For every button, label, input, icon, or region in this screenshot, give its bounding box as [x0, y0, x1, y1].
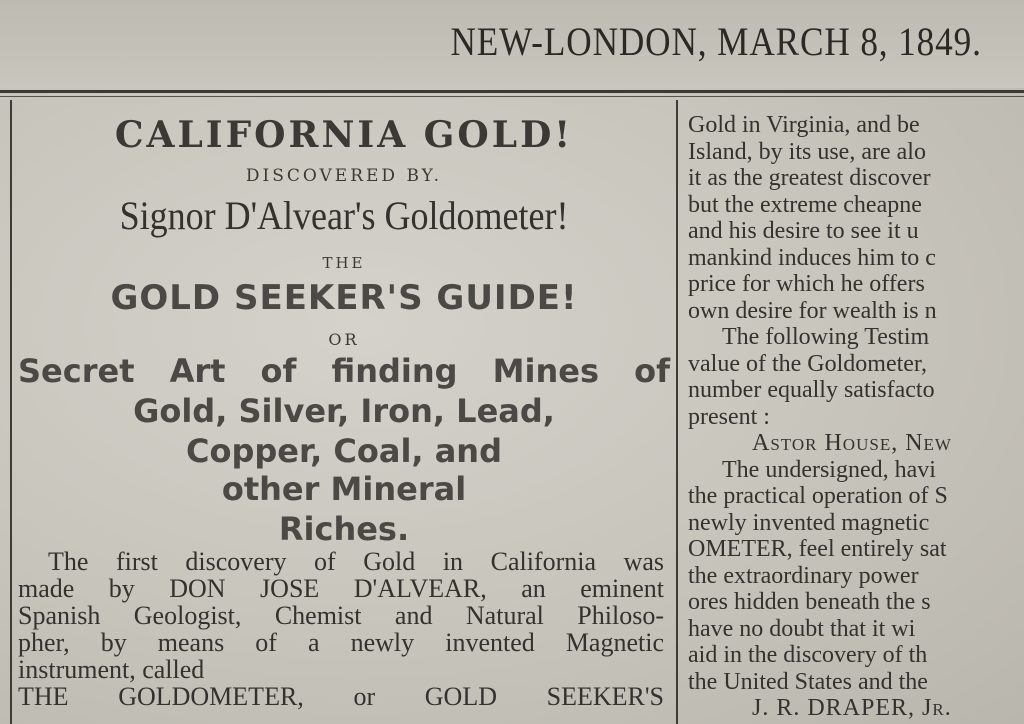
dateline: NEW-LONDON, MARCH 8, 1849.: [450, 19, 982, 64]
right-column-line: and his desire to see it u: [688, 218, 919, 244]
right-column-line: value of the Goldometer,: [688, 350, 927, 377]
ad-secret-line: Copper, Coal, and: [186, 432, 502, 470]
right-column-line: Gold in Virginia, and be: [688, 112, 920, 138]
right-column-line: The following Testim: [722, 324, 930, 350]
right-column-line: newly invented magnetic: [688, 509, 930, 536]
ad-the: THE: [322, 254, 366, 272]
ad-body-line: instrument, called: [18, 655, 205, 684]
right-column-text: [688, 112, 1024, 722]
column-rule-middle: [676, 100, 678, 724]
masthead: [0, 0, 1024, 88]
right-column-line: Astor House, New: [752, 430, 952, 456]
masthead-rule-thin: [0, 96, 1024, 97]
right-column-line: the extraordinary power: [688, 562, 919, 589]
right-column-line: price for which he offers: [688, 271, 925, 297]
right-column-line: J. R. DRAPER, Jr.: [752, 695, 952, 721]
right-column-line: but the extreme cheapne: [688, 191, 922, 218]
ad-signor-headline: Signor D'Alvear's Goldometer!: [119, 193, 569, 238]
ad-title: CALIFORNIA GOLD!: [114, 114, 574, 156]
right-column-line: aid in the discovery of th: [688, 642, 928, 668]
right-column-line: present :: [688, 403, 770, 430]
right-column-line: it as the greatest discover: [688, 165, 931, 191]
ad-or: OR: [328, 330, 360, 349]
ad-guide-headline: GOLD SEEKER'S GUIDE!: [110, 278, 578, 318]
right-column-line: ores hidden beneath the s: [688, 589, 931, 615]
ad-body-line: THE GOLDOMETER, or GOLD SEEKER'S: [18, 682, 664, 711]
right-column-line: Island, by its use, are alo: [688, 138, 926, 165]
ad-secret-line: other Mineral: [221, 470, 467, 508]
right-column-line: OMETER, feel entirely sat: [688, 536, 947, 562]
ad-body-line: Spanish Geologist, Chemist and Natural Philoso-: [18, 601, 664, 630]
ad-secret-line: Gold, Silver, Iron, Lead,: [133, 392, 555, 430]
right-column-line: have no doubt that it wi: [688, 615, 916, 642]
ad-body-line: pher, by means of a newly invented Magnetic: [18, 628, 664, 657]
right-column-line: number equally satisfacto: [688, 377, 935, 403]
right-column-line: own desire for wealth is n: [688, 297, 937, 324]
right-column-line: the United States and the: [688, 668, 928, 695]
masthead-rule: [0, 90, 1024, 93]
ad-body-line: The first discovery of Gold in California was: [48, 547, 664, 576]
ad-body-text: [18, 548, 664, 710]
right-column-line: the practical operation of S: [688, 483, 948, 509]
right-column-line: The undersigned, havi: [722, 456, 936, 483]
column-rule-left: [10, 100, 12, 724]
ad-body-line: made by DON JOSE D'ALVEAR, an eminent: [18, 574, 664, 603]
ad-secret-line: Secret Art of finding Mines of: [18, 352, 670, 390]
ad-secret-line: Riches.: [278, 510, 410, 548]
right-column-line: mankind induces him to c: [688, 244, 936, 271]
ad-discovered-by: DISCOVERED BY.: [245, 166, 443, 186]
